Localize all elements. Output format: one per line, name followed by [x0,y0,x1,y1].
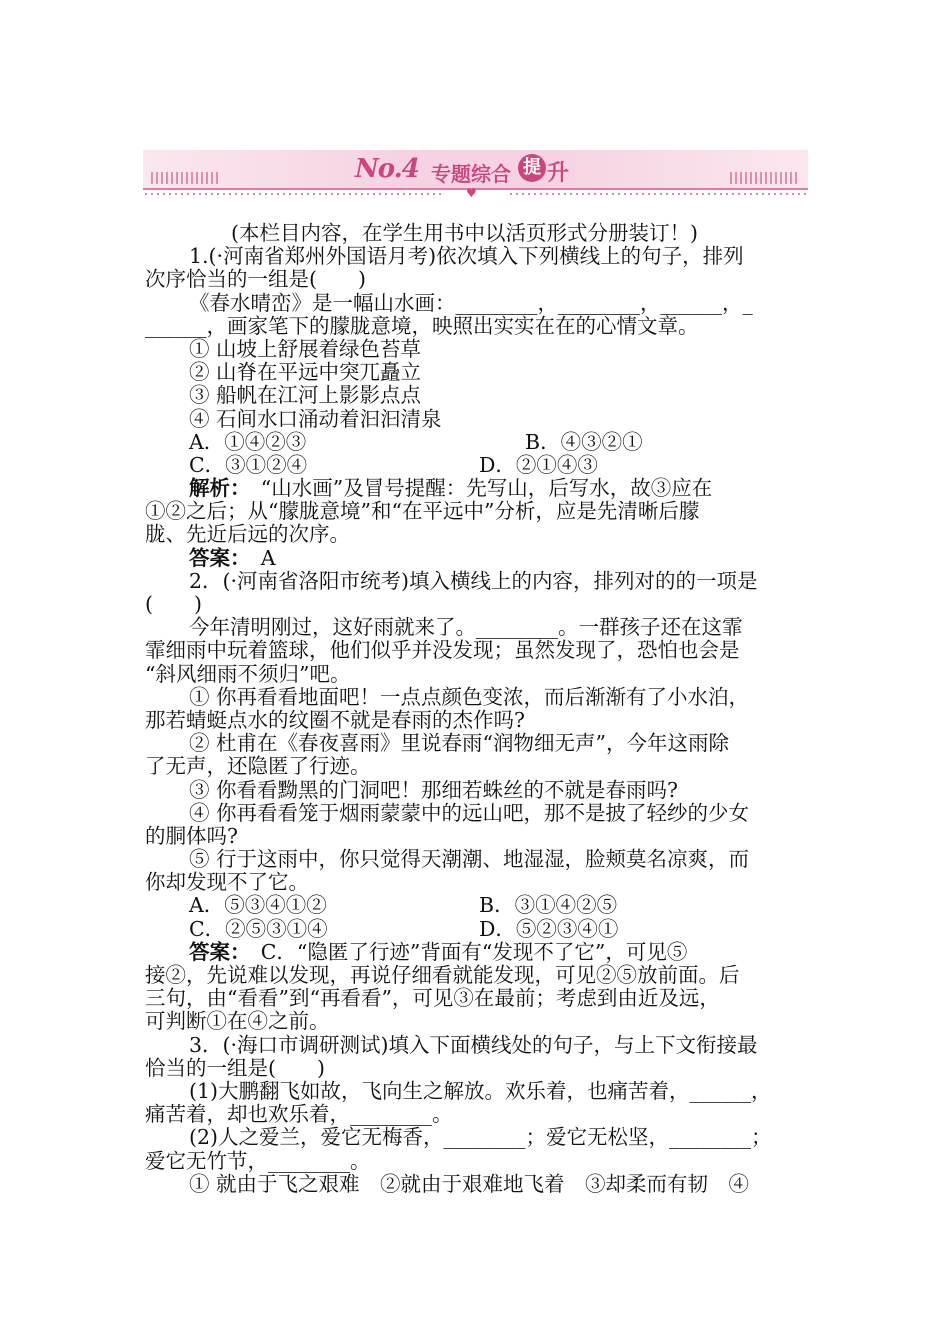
q2-sentence-2a: ② 杜甫在《春夜喜雨》里说春雨“润物细无声”，今年这雨除 [189,731,729,756]
q2-choice-b: B．③①④②⑤ [479,893,618,918]
q2-answer-line4: 可判断①在④之前。 [145,1009,330,1034]
q2-sentence-4a: ④ 你再看看笼于烟雨蒙蒙中的远山吧，那不是披了轻纱的少女 [189,800,750,825]
q3-stem-line1: 3．(·海口市调研测试)填入下面横线处的句子，与上下文衔接最 [189,1032,758,1057]
question-2 [145,570,805,1034]
q2-passage-line3: “斜风细雨不须归”吧。 [145,661,351,686]
q1-choices-cd [145,454,805,477]
q2-sentence-5b: 你却发现不了它。 [145,870,309,895]
q1-choices-ab [145,431,805,454]
q2-sentence-2b: 了无声，还隐匿了行迹。 [145,754,371,779]
q3-passage1-line2: 痛苦着，却也欢乐着，________。 [145,1102,453,1127]
q1-stem-line1: 1.(·河南省郑州外国语月考)依次填入下列横线上的句子，排列 [189,244,744,269]
q1-analysis-line3: 胧、先近后远的次序。 [145,522,350,547]
question-3 [145,1034,805,1196]
q1-sentence-2: ② 山脊在平远中突兀矗立 [189,360,422,385]
q2-choice-a: A．⑤③④①② [189,893,327,918]
q1-answer-value: A [240,545,276,570]
q2-passage-line2: 霏细雨中玩着篮球，他们似乎并没发现；虽然发现了，恐怕也会是 [145,638,740,663]
section-banner [143,150,808,200]
q1-analysis-text1: “山水画”及冒号提醒：先写山，后写水，故③应在 [240,476,713,501]
q1-passage-line2: ______，画家笔下的朦胧意境，映照出实实在在的心情文章。 [145,313,699,338]
q2-answer-line2: 接②，先说难以发现，再说仔细看就能发现，可见②⑤放前面。后 [145,963,740,987]
banner-ti-badge: 提 [518,154,546,182]
heart-icon: ♥ [466,186,477,200]
banner-stripe-right [730,172,800,184]
q1-stem-line2: 次序恰当的一组是( ) [145,267,366,292]
q2-answer-line3: 三句，由“看看”到“再看看”，可见③在最前；考虑到由近及远， [145,986,720,1011]
q3-options: ① 就由于飞之艰难 ②就由于艰难地飞着 ③却柔而有韧 ④ [189,1171,750,1196]
q1-sentence-4: ④ 石间水口涌动着汩汩清泉 [189,406,442,431]
question-1 [145,245,805,570]
q2-answer-text1: C．“隐匿了行迹”背面有“发现不了它”，可见⑤ [240,939,688,964]
banner-stripe-left [151,172,221,184]
q1-answer [145,547,805,570]
q1-choice-a: A．①④②③ [189,429,307,454]
q2-stem-line1: 2．(·河南省洛阳市统考)填入横线上的内容，排列对的的一项是 [189,568,758,593]
q3-passage1-line1: (1)大鹏翻飞如故，飞向生之解放。欢乐着，也痛苦着，______， [189,1078,772,1103]
banner-sheng: 升 [547,161,570,186]
q1-analysis-label: 解析： [189,476,241,501]
q2-choices-ab [145,894,805,917]
q2-passage-line1: 今年清明刚过，这好雨就来了。________。一群孩子还在这霏 [189,615,743,640]
q2-sentence-5a: ⑤ 行于这雨中，你只觉得天潮潮、地湿湿，脸颊莫名凉爽，而 [189,847,750,872]
q2-sentence-4b: 的胴体吗? [145,823,238,848]
q1-passage-line1: 《春水晴峦》是一幅山水画：________，________，______，_ [189,290,753,315]
q1-answer-label: 答案： [189,545,241,570]
q2-choices-cd [145,918,805,941]
banner-dots-left [143,193,443,195]
document-body [145,222,805,1196]
q2-answer-label: 答案： [189,939,241,964]
q1-analysis-line2: ①②之后；从“朦胧意境”和“在平远中”分析，应是先清晰后朦 [145,499,700,524]
q1-sentence-1: ① 山坡上舒展着绿色苔草 [189,336,422,361]
binding-note: (本栏目内容，在学生用书中以活页形式分册装订！) [231,221,698,245]
q2-stem-line2: ( ) [145,592,202,616]
q2-sentence-1a: ① 你再看看地面吧！一点点颜色变浓，而后渐渐有了小水泊， [189,684,750,709]
banner-title: 专题综合 [431,162,511,186]
banner-number: No.4 [355,154,419,184]
q2-answer-line1 [145,941,805,964]
q1-sentence-3: ③ 船帆在江河上影影点点 [189,383,422,408]
q2-sentence-1b: 那若蜻蜓点水的纹圈不就是春雨的杰作吗? [145,707,525,732]
banner-dots-right [508,193,808,195]
q3-stem-line2: 恰当的一组是( ) [145,1055,325,1080]
q2-choice-d: D．⑤②③④① [479,916,619,941]
q2-choice-c: C．②⑤③①④ [189,916,328,941]
q1-analysis-line1 [145,477,805,500]
q1-choice-d: D．②①④③ [479,452,598,477]
q1-choice-c: C．③①②④ [189,452,308,477]
q1-choice-b: B．④③②① [525,429,643,454]
q3-passage2-line1: (2)人之爱兰，爱它无梅香，________；爱它无松坚，________； [189,1125,772,1150]
q2-sentence-3: ③ 你看看黝黑的门洞吧！那细若蛛丝的不就是春雨吗? [189,777,679,802]
q3-passage2-line2: 爱它无竹节，________。 [145,1148,371,1173]
